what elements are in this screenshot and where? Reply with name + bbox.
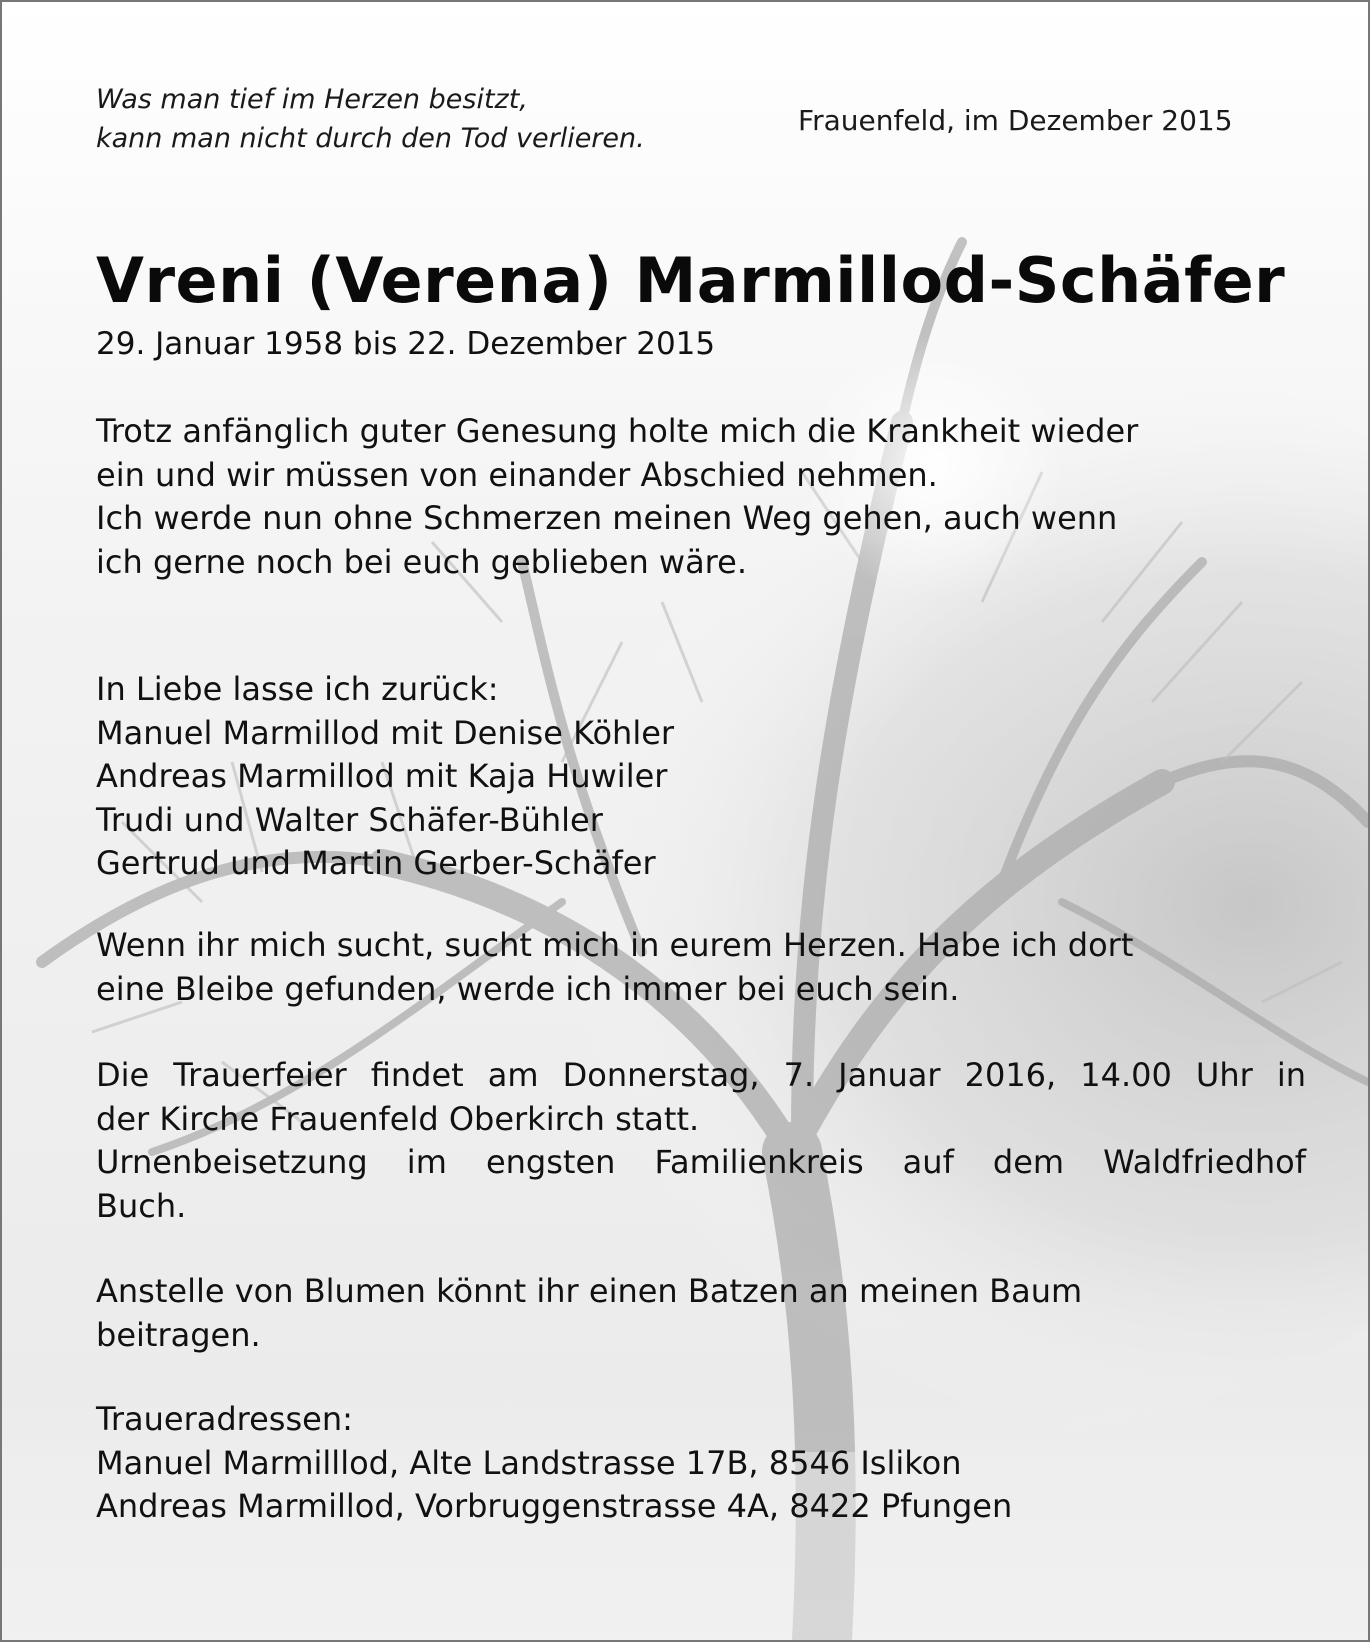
motto-line: Was man tief im Herzen besitzt, [96, 84, 528, 115]
quote-line: eine Bleibe gefunden, werde ich immer bei euch sein. [96, 969, 960, 1008]
donation-note [96, 1270, 1306, 1357]
message-line: ein und wir müssen von einander Abschied nehmen. [96, 455, 938, 494]
survivors-list [96, 668, 1306, 886]
service-line: der Kirche Frauenfeld Oberkirch statt. [96, 1099, 700, 1138]
deceased-name: Vreni (Verena) Marmillod-Schäfer [96, 244, 1286, 317]
donation-line: Anstelle von Blumen könnt ihr einen Batzen an meinen Baum [96, 1272, 1083, 1310]
donation-line: beitragen. [96, 1315, 261, 1354]
quote-line: Wenn ihr mich sucht, sucht mich in eurem Herzen. Habe ich dort [96, 926, 1134, 964]
message-line: ich gerne noch bei euch geblieben wäre. [96, 542, 747, 581]
motto-quote [96, 80, 645, 158]
lifespan-dates: 29. Januar 1958 bis 22. Dezember 2015 [96, 326, 716, 362]
funeral-service-info [96, 1054, 1306, 1228]
heart-quote [96, 924, 1306, 1011]
farewell-message [96, 410, 1306, 584]
place-date: Frauenfeld, im Dezember 2015 [798, 104, 1233, 137]
survivor-name: Manuel Marmillod mit Denise Köhler [96, 713, 675, 752]
service-line: Buch. [96, 1186, 187, 1225]
motto-line: kann man nicht durch den Tod verlieren. [96, 123, 645, 154]
survivors-intro: In Liebe lasse ich zurück: [96, 670, 499, 708]
message-line: Trotz anfänglich guter Genesung holte mich die Krankheit wieder [96, 412, 1139, 450]
survivor-name: Trudi und Walter Schäfer-Bühler [96, 800, 603, 839]
condolence-addresses [96, 1398, 1306, 1529]
service-line: Urnenbeisetzung im engsten Familienkreis auf dem Waldfriedhof [96, 1143, 1306, 1181]
survivor-name: Andreas Marmillod mit Kaja Huwiler [96, 757, 668, 795]
addresses-heading: Traueradressen: [96, 1400, 353, 1438]
message-line: Ich werde nun ohne Schmerzen meinen Weg gehen, auch wenn [96, 499, 1118, 537]
survivor-name: Gertrud und Martin Gerber-Schäfer [96, 844, 656, 882]
address-line: Andreas Marmillod, Vorbruggenstrasse 4A, 8422 Pfungen [96, 1487, 1013, 1525]
notice-content [2, 2, 1368, 1640]
address-line: Manuel Marmilllod, Alte Landstrasse 17B, 8546 Islikon [96, 1443, 962, 1482]
service-line: Die Trauerfeier findet am Donnerstag, 7. Januar 2016, 14.00 Uhr in [96, 1056, 1306, 1094]
